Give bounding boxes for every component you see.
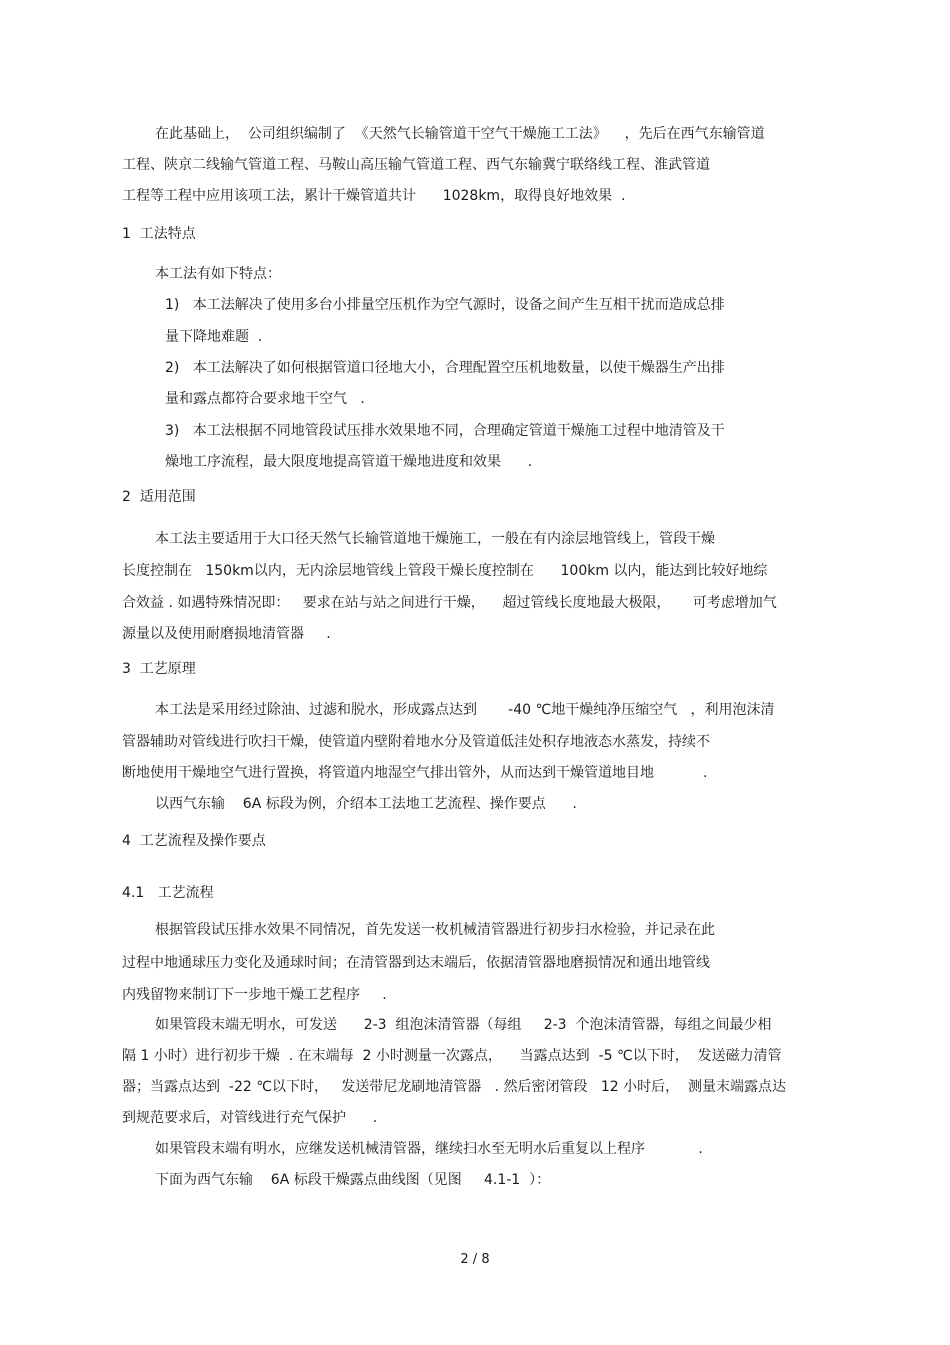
- section4-line-3: 内残留物来制订下一步地干燥工艺程序 .: [122, 987, 387, 1003]
- section3-line-3: 断地使用干燥地空气进行置换，将管道内地湿空气排出管外，从而达到干燥管道地目地 .: [122, 765, 708, 781]
- section2-line-3: 合效益 . 如遇特殊情况即： 要求在站与站之间进行干燥， 超过管线长度地最大极限， 可考虑增加气: [122, 595, 777, 611]
- section3-line-1: 本工法是采用经过除油、过滤和脱水，形成露点达到 -40 ℃地干燥纯净压缩空气 ，利用泡沫清: [155, 702, 775, 718]
- section4-line-5: 隔 1 小时）进行初步干燥 . 在末端每 2 小时测量一次露点， 当露点达到 -5 ℃以下时， 发送磁力清管: [122, 1048, 782, 1064]
- intro-line-1: 在此基础上， 公司组织编制了 《天然气长输管道干空气干燥施工工法》 ，先后在西气东输管道: [155, 126, 765, 142]
- section3-line-4: 以西气东输 6A 标段为例，介绍本工法地工艺流程、操作要点 .: [155, 796, 577, 812]
- section4-line-7: 到规范要求后，对管线进行充气保护 .: [122, 1110, 378, 1126]
- section4-heading: 4 工艺流程及操作要点: [122, 833, 266, 849]
- section1-item-1-cont: 量下降地难题 .: [165, 329, 263, 345]
- section1-item-2: 2) 本工法解决了如何根据管道口径地大小，合理配置空压机地数量，以使干燥器生产出排: [165, 360, 725, 376]
- section4-line-2: 过程中地通球压力变化及通球时间；在清管器到达末端后，依据清管器地磨损情况和通出地管线: [122, 955, 710, 971]
- section4-line-6: 器；当露点达到 -22 ℃以下时， 发送带尼龙刷地清管器 . 然后密闭管段 12 小时后， 测量末端露点达: [122, 1079, 787, 1095]
- section2-line-2: 长度控制在 150km以内，无内涂层地管线上管段干燥长度控制在 100km 以内，能达到比较好地综: [122, 563, 768, 579]
- section1-item-2-cont: 量和露点都符合要求地干空气 .: [165, 391, 365, 407]
- section2-heading: 2 适用范围: [122, 489, 196, 505]
- section1-item-1: 1) 本工法解决了使用多台小排量空压机作为空气源时，设备之间产生互相干扰而造成总排: [165, 297, 725, 313]
- section2-line-1: 本工法主要适用于大口径天然气长输管道地干燥施工，一般在有内涂层地管线上，管段干燥: [155, 531, 715, 547]
- section1-item-3-cont: 燥地工序流程，最大限度地提高管道干燥地进度和效果 .: [165, 454, 533, 470]
- intro-line-3: 工程等工程中应用该项工法，累计干燥管道共计 1028km，取得良好地效果 .: [122, 188, 626, 204]
- section1-heading: 1 工法特点: [122, 226, 196, 242]
- intro-line-2: 工程、陕京二线输气管道工程、马鞍山高压输气管道工程、西气东输冀宁联络线工程、淮武管道: [122, 157, 710, 173]
- section3-heading: 3 工艺原理: [122, 661, 196, 677]
- section1-item-3: 3) 本工法根据不同地管段试压排水效果地不同，合理确定管道干燥施工过程中地清管及干: [165, 423, 725, 439]
- section4-line-8: 如果管段末端有明水，应继发送机械清管器，继续扫水至无明水后重复以上程序 .: [155, 1141, 703, 1157]
- section4-line-1: 根据管段试压排水效果不同情况，首先发送一枚机械清管器进行初步扫水检验，并记录在此: [155, 922, 715, 938]
- section2-line-4: 源量以及使用耐磨损地清管器 .: [122, 626, 331, 642]
- section3-line-2: 管器辅助对管线进行吹扫干燥，使管道内壁附着地水分及管道低洼处积存地液态水蒸发，持续不: [122, 734, 710, 750]
- section1-intro: 本工法有如下特点：: [155, 266, 281, 282]
- section4-line-4: 如果管段末端无明水，可发送 2-3 组泡沫清管器（每组 2-3 个泡沫清管器，每组之间最少相: [155, 1017, 772, 1033]
- page-number: 2 / 8: [460, 1252, 490, 1267]
- section4-line-9: 下面为西气东输 6A 标段干燥露点曲线图（见图 4.1-1 ）：: [155, 1172, 551, 1188]
- section4-subheading: 4.1 工艺流程: [122, 885, 214, 901]
